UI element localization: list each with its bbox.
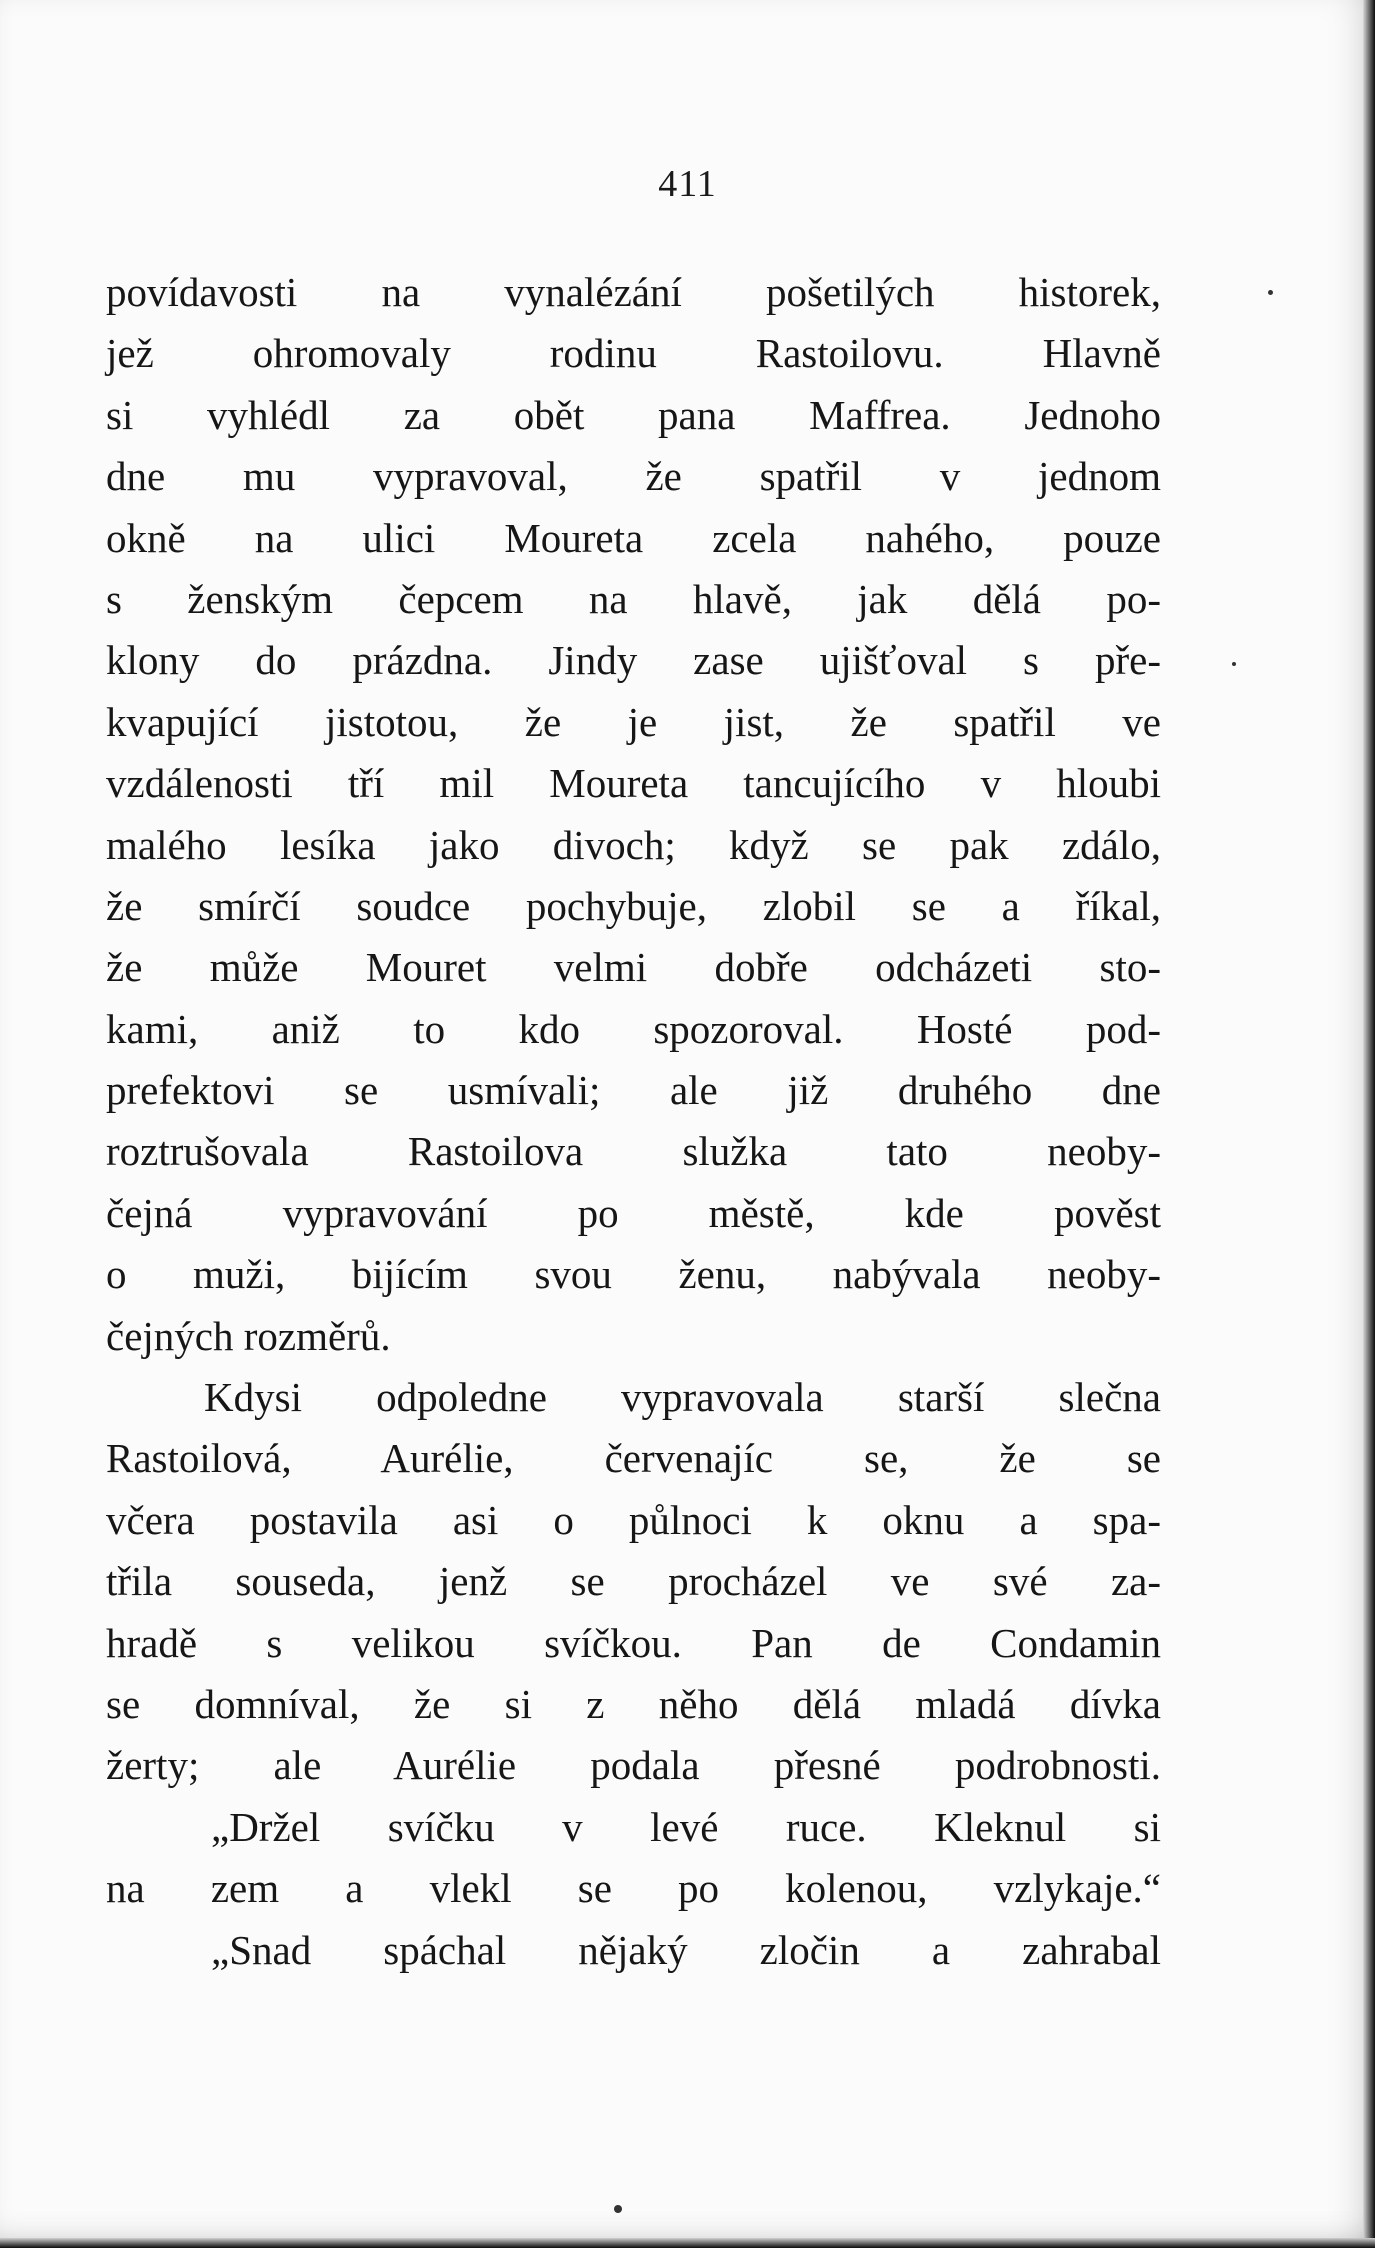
text-line: včera postavila asi o půlnoci k oknu a spa- [106,1496,1161,1543]
text-line: hradě s velikou svíčkou. Pan de Condamin [106,1619,1161,1666]
text-line: třila souseda, jenž se procházel ve své za- [106,1558,1161,1605]
ink-speck [614,2205,622,2213]
text-line: že může Mouret velmi dobře odcházeti sto- [106,944,1161,991]
text-line: o muži, bijícím svou ženu, nabývala neoby- [106,1251,1161,1298]
ink-speck [1232,662,1236,666]
text-line: klony do prázdna. Jindy zase ujišťoval s pře- [106,637,1161,684]
text-line: kami, aniž to kdo spozoroval. Hosté pod- [106,1005,1161,1052]
text-line: vzdálenosti tří mil Moureta tancujícího v hloubi [106,760,1161,807]
page-edge-right [1363,0,1375,2248]
ink-speck [1268,290,1273,295]
text-line: malého lesíka jako divoch; když se pak zdálo, [106,821,1161,868]
text-line: žerty; ale Aurélie podala přesné podrobnosti. [106,1742,1161,1789]
text-line: se domníval, že si z něho dělá mladá dívka [106,1680,1161,1727]
text-line: čejných rozměrů. [106,1312,391,1359]
body-text [106,262,1161,1981]
text-line: „Snad spáchal nějaký zločin a zahrabal [211,1926,1161,1973]
text-line: Kdysi odpoledne vypravovala starší slečna [204,1374,1161,1421]
text-line: Rastoilová, Aurélie, červenajíc se, že se [106,1435,1161,1482]
text-line: si vyhlédl za obět pana Maffrea. Jednoho [106,391,1161,438]
text-line: „Držel svíčku v levé ruce. Kleknul si [211,1803,1161,1850]
text-line: čejná vypravování po městě, kde pověst [106,1189,1161,1236]
text-line: okně na ulici Moureta zcela nahého, pouze [106,514,1161,561]
text-line: povídavosti na vynalézání pošetilých historek, [106,269,1161,315]
text-line: s ženským čepcem na hlavě, jak dělá po- [106,575,1161,622]
text-line: že smírčí soudce pochybuje, zlobil se a říkal, [106,882,1161,929]
text-line: roztrušovala Rastoilova služka tato neoby- [106,1128,1161,1175]
text-line: prefektovi se usmívali; ale již druhého dne [106,1067,1161,1114]
page-number: 411 [658,163,717,205]
text-line: jež ohromovaly rodinu Rastoilovu. Hlavně [106,330,1161,377]
text-line: kvapující jistotou, že je jist, že spatřil ve [106,698,1161,745]
text-line: dne mu vypravoval, že spatřil v jednom [106,453,1161,500]
page-edge-bottom [0,2238,1375,2248]
text-line: na zem a vlekl se po kolenou, vzlykaje.“ [106,1865,1161,1912]
